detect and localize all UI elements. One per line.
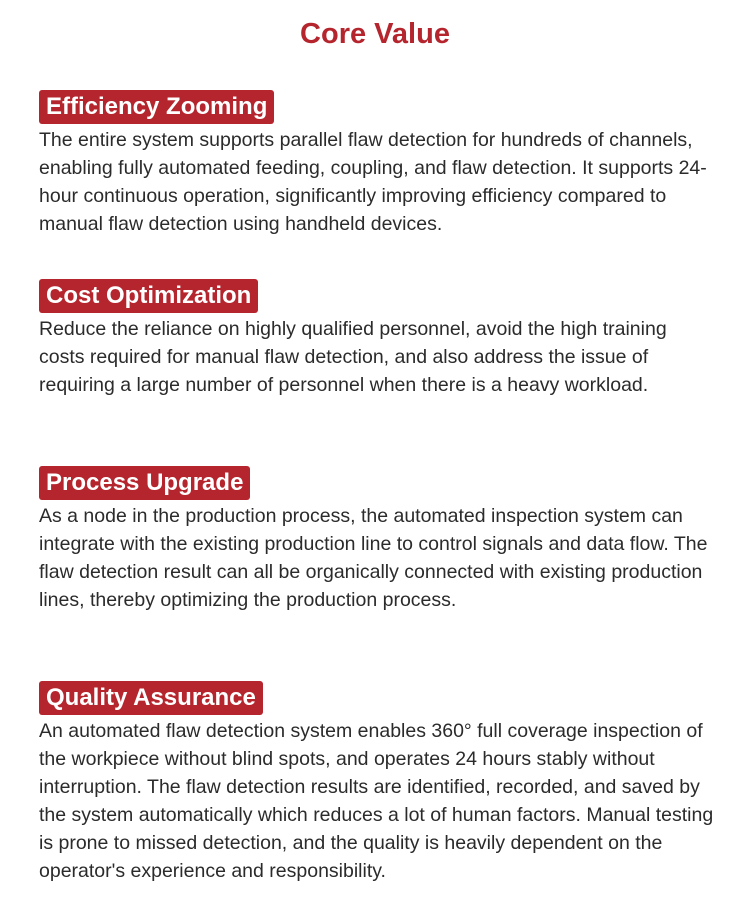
section-efficiency-zooming (39, 90, 715, 238)
section-heading-process-upgrade: Process Upgrade (39, 466, 250, 500)
section-body-process-upgrade: As a node in the production process, the automated inspection system can integrate with the existing production line to control signals and data flow. The flaw detection result can all be organically connected with existing production lines, thereby optimizing the production process. (39, 505, 708, 611)
section-body-quality-assurance: An automated flaw detection system enables 360° full coverage inspection of the workpiece without blind spots, and operates 24 hours stably without interruption. The flaw detection results are identified, recorded, and saved by the system automatically which reduces a lot of human factors. Manual testing is prone to missed detection, and the quality is heavily dependent on the operator's experience and responsibility. (39, 720, 714, 882)
page-title: Core Value (300, 18, 450, 50)
section-quality-assurance (39, 681, 715, 885)
section-process-upgrade (39, 466, 715, 614)
section-body-efficiency-zooming: The entire system supports parallel flaw detection for hundreds of channels, enabling fully automated feeding, coupling, and flaw detection. It supports 24-hour continuous operation, significantly improving efficiency compared to manual flaw detection using handheld devices. (39, 129, 707, 235)
section-cost-optimization (39, 279, 715, 399)
section-heading-quality-assurance: Quality Assurance (39, 681, 263, 715)
section-body-cost-optimization: Reduce the reliance on highly qualified personnel, avoid the high training costs required for manual flaw detection, and also address the issue of requiring a large number of personnel when there is a heavy workload. (39, 318, 667, 396)
section-heading-cost-optimization: Cost Optimization (39, 279, 258, 313)
section-heading-efficiency-zooming: Efficiency Zooming (39, 90, 274, 124)
